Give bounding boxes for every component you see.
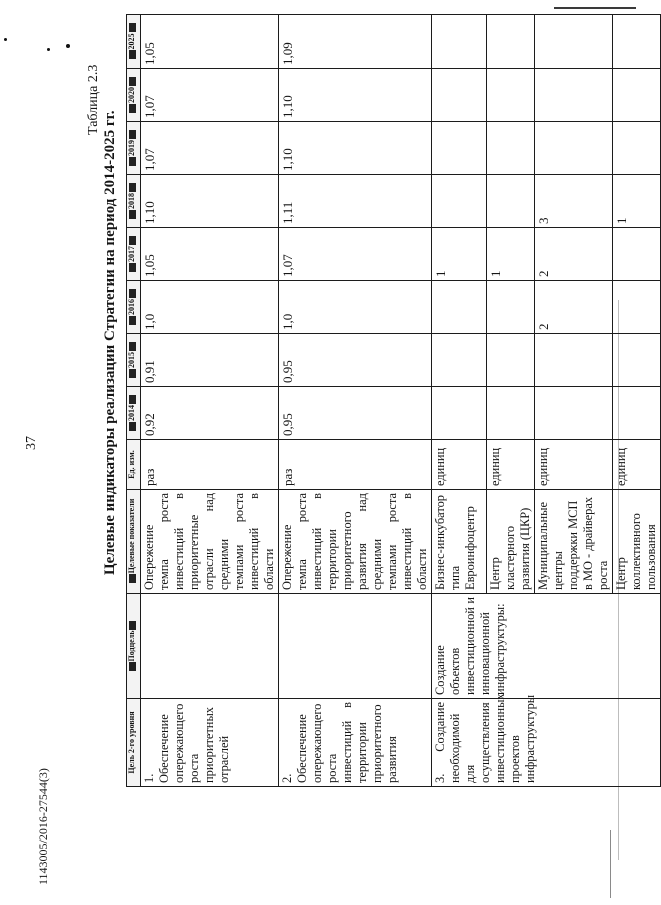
value-cell xyxy=(613,387,661,440)
value-cell xyxy=(535,122,613,175)
header-indicator: Целевые показатели xyxy=(127,490,141,594)
value-cell: 1,10 xyxy=(141,175,279,228)
value-cell xyxy=(613,122,661,175)
subgoal-cell xyxy=(141,594,279,699)
value-cell: 1,07 xyxy=(141,69,279,122)
value-cell xyxy=(487,122,535,175)
value-cell xyxy=(613,281,661,334)
header-year: 2018 xyxy=(127,175,141,228)
unit-cell: единиц xyxy=(613,440,661,490)
value-cell xyxy=(613,228,661,281)
subgoal-cell xyxy=(279,594,432,699)
value-cell xyxy=(487,387,535,440)
page-number: 37 xyxy=(24,436,39,450)
table-header-row xyxy=(127,15,141,787)
table-row xyxy=(432,15,487,787)
value-cell: 1,10 xyxy=(279,69,432,122)
goal-cell: 2. Обеспечение опережающего роста инвестиций в территории приоритетного развития xyxy=(279,699,432,787)
value-cell: 3 xyxy=(535,175,613,228)
header-year: 2016 xyxy=(127,281,141,334)
unit-cell: раз xyxy=(141,440,279,490)
value-cell: 1,07 xyxy=(279,228,432,281)
table-row xyxy=(141,15,279,787)
value-cell: 0,91 xyxy=(141,334,279,387)
subgoal-cell: Создание объектов инвестиционной и инновационной инфраструктуры: xyxy=(432,594,661,699)
value-cell xyxy=(535,69,613,122)
value-cell: 1 xyxy=(487,228,535,281)
value-cell xyxy=(432,69,487,122)
header-year: 2025 xyxy=(127,15,141,69)
value-cell xyxy=(487,15,535,69)
indicator-cell: Бизнес-инкубатор типа Евроинфоцентр xyxy=(432,490,487,594)
value-cell xyxy=(535,15,613,69)
value-cell xyxy=(432,334,487,387)
indicators-table xyxy=(126,14,661,787)
table-title: Целевые индикаторы реализации Стратегии на период 2014-2025 гг. xyxy=(102,110,118,575)
header-year: 2017 xyxy=(127,228,141,281)
value-cell xyxy=(487,281,535,334)
unit-cell: единиц xyxy=(487,440,535,490)
value-cell: 1,05 xyxy=(141,228,279,281)
header-year: 2020 xyxy=(127,69,141,122)
indicator-cell: Центр коллективного пользования xyxy=(613,490,661,594)
header-unit: Ед. изм. xyxy=(127,440,141,490)
value-cell: 1,0 xyxy=(279,281,432,334)
header-goal: Цель 2-го уровня xyxy=(127,699,141,787)
indicator-cell: Опережение темпа роста инвестиций в приоритетные отрасли над средними темпами роста инвестиций в области xyxy=(141,490,279,594)
header-subgoal: Подцель xyxy=(127,594,141,699)
value-cell xyxy=(487,175,535,228)
value-cell xyxy=(432,15,487,69)
unit-cell: единиц xyxy=(535,440,613,490)
value-cell xyxy=(613,69,661,122)
value-cell: 1,11 xyxy=(279,175,432,228)
value-cell: 1,05 xyxy=(141,15,279,69)
value-cell xyxy=(432,281,487,334)
value-cell xyxy=(487,334,535,387)
value-cell xyxy=(432,175,487,228)
value-cell: 1 xyxy=(613,175,661,228)
table-reference: Таблица 2.3 xyxy=(86,64,101,135)
value-cell: 1,0 xyxy=(141,281,279,334)
value-cell xyxy=(535,334,613,387)
indicator-cell: Муниципальные центры поддержки МСП в МО - драйверах роста xyxy=(535,490,613,594)
value-cell: 0,92 xyxy=(141,387,279,440)
value-cell: 1 xyxy=(432,228,487,281)
unit-cell: единиц xyxy=(432,440,487,490)
unit-cell: раз xyxy=(279,440,432,490)
value-cell xyxy=(613,15,661,69)
table-row xyxy=(279,15,432,787)
value-cell xyxy=(487,69,535,122)
value-cell: 1,07 xyxy=(141,122,279,175)
goal-cell: 1. Обеспечение опережающего роста приоритетных отраслей xyxy=(141,699,279,787)
header-year: 2014 xyxy=(127,387,141,440)
header-year: 2015 xyxy=(127,334,141,387)
document-code: 1143005/2016-27544(3) xyxy=(36,768,50,885)
value-cell xyxy=(432,387,487,440)
value-cell xyxy=(613,334,661,387)
header-year: 2019 xyxy=(127,122,141,175)
indicator-cell: Центр кластерного развития (ЦКР) xyxy=(487,490,535,594)
value-cell: 0,95 xyxy=(279,387,432,440)
value-cell: 2 xyxy=(535,281,613,334)
value-cell: 1,10 xyxy=(279,122,432,175)
value-cell xyxy=(535,387,613,440)
value-cell: 0,95 xyxy=(279,334,432,387)
value-cell: 2 xyxy=(535,228,613,281)
indicator-cell: Опережение темпа роста инвестиций в территории приоритетного развития над средними темпами роста инвестиций в области xyxy=(279,490,432,594)
goal-cell: 3. Создание необходимой для осуществления инвестиционных проектов инфраструктуры xyxy=(432,699,661,787)
value-cell xyxy=(432,122,487,175)
value-cell: 1,09 xyxy=(279,15,432,69)
